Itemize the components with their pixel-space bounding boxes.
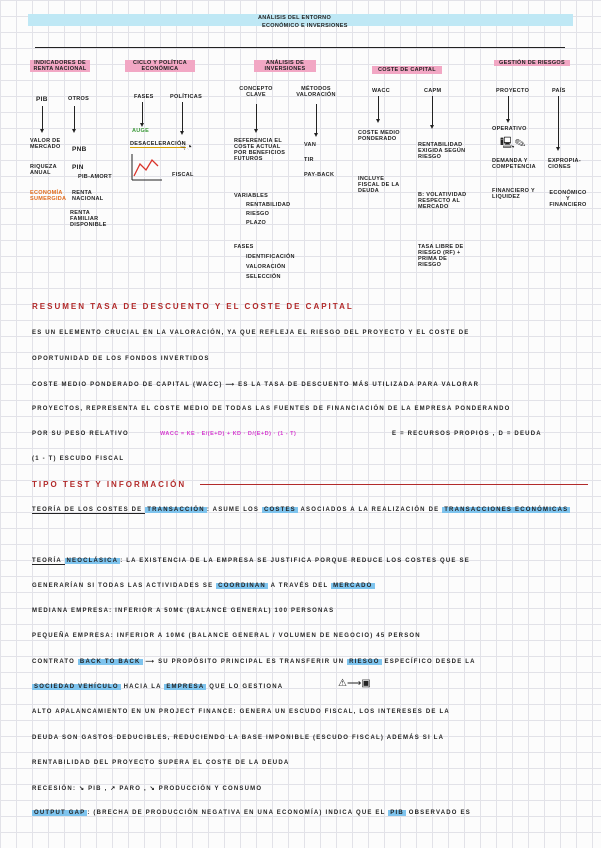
col2-left-1: DESACELERACIÓN [130,141,186,147]
col1-sub-pib: PIB [36,96,48,103]
s2-line-6: SOCIEDAD VEHÍCULO HACIA LA EMPRESA QUE LO GESTIONA [34,684,284,690]
risk-transfer-icon: ⚠⟶▣ [338,678,371,689]
col3-left-2: RENTABILIDAD [246,202,291,208]
s2-line-3: MEDIANA EMPRESA: INFERIOR A 50M€ (BALANCE GENERAL) 100 PERSONAS [32,608,335,614]
title-line1: ANÁLISIS DEL ENTORNO [258,15,332,21]
col1-right-1: PIN [72,164,84,171]
col4-right-2: TASA LIBRE DE RIESGO (RF) + PRIMA DE RIESGO [418,244,464,269]
col1-right-2: PIB-AMORT [78,174,112,180]
s2-line-4: PEQUEÑA EMPRESA: INFERIOR A 10M€ (BALANCE GENERAL / VOLUMEN DE NEGOCIO) 45 PERSON [32,633,421,639]
col3-left-7: VALORACIÓN [246,264,286,270]
col4-left-0: COSTE MEDIO PONDERADO [358,130,400,143]
s2-line-10: RECESIÓN: ↘ PIB , ↗ PARO , ↘ PRODUCCIÓN Y CONSUMO [32,786,263,792]
col5-sub-pais: PAÍS [552,88,566,94]
col1-header: INDICADORES DE RENTA NACIONAL [30,60,90,72]
col1-left-1: RIQUEZA ANUAL [30,164,57,177]
section2-title: TIPO TEST Y INFORMACIÓN [32,480,187,489]
col2-sub-politicas: POLÍTICAS [170,94,203,100]
col3-left-8: SELECCIÓN [246,274,281,280]
s2-line-11: OUTPUT GAP : (BRECHA DE PRODUCCIÓN NEGATIVA EN UNA ECONOMÍA) INDICA QUE EL PIB OBSERVADO ES [34,810,471,816]
s2-line-1: TEORÍA NEOCLÁSICA : LA EXISTENCIA DE LA EMPRESA SE JUSTIFICA PORQUE REDUCE LOS COSTES QUE SE [32,558,470,564]
col3-left-0: REFERENCIA EL COSTE ACTUAL POR BENEFICIOS FUTUROS [234,138,286,163]
col1-sub-otros: OTROS [68,96,90,102]
col4-right-1: Β: VOLATIVIDAD RESPECTO AL MERCADO [418,192,467,211]
col5-right-0: EXPROPIA-CIONES [548,158,581,171]
economic-cycle-chart-icon [130,152,164,182]
col5-right-1: ECONÓMICO Y FINANCIERO [549,190,587,209]
col1-left-0: VALOR DE MERCADO [30,138,61,151]
s2-line-2: GENERARÍAN SI TODAS LAS ACTIVIDADES SE COORDINAN A TRAVÉS DEL MERCADO [32,583,373,589]
col3-right-1: TIR [304,157,314,163]
col3-header: ANÁLISIS DE INVERSIONES [254,60,316,72]
col5-left-1: DEMANDA Y COMPETENCIA [492,158,536,171]
col2-header: CICLO Y POLÍTICA ECONÓMICA [125,60,195,72]
s1-line-1: OPORTUNIDAD DE LOS FONDOS INVERTIDOS [32,356,210,362]
col4-right-0: RENTABILIDAD EXIGIDA SEGÚN RIESGO [418,142,466,161]
col1-left-2: ECONOMÍA SUMERGIDA [30,190,67,203]
s2-line-0: TEORÍA DE LOS COSTES DE TRANSACCIÓN : ASUME LOS COSTES ASOCIADOS A LA REALIZACIÓN DE TRANSACCIONES ECONÓMICAS [32,507,569,513]
s1-line-6: (1 - T) ESCUDO FISCAL [32,456,125,462]
s1-line-5: E = RECURSOS PROPIOS , D = DEUDA [392,431,542,437]
s1-line-3: PROYECTOS, REPRESENTA EL COSTE MEDIO DE TODAS LAS FUENTES DE FINANCIACIÓN DE LA EMPRESA PONDERANDO [32,406,511,412]
s1-line-2: COSTE MEDIO PONDERADO DE CAPITAL (WACC) ⟶ ES LA TASA DE DESCUENTO MÁS UTILIZADA PARA VALORAR [32,382,480,388]
col5-left-0: OPERATIVO [492,126,527,132]
col3-right-2: PAY-BACK [304,172,335,178]
col4-sub-capm: CAPM [424,88,442,94]
col3-right-0: VAN [304,142,317,148]
col4-header: COSTE DE CAPITAL [372,66,442,74]
col3-sub-concepto: CONCEPTO CLAVE [239,86,273,99]
col3-sub-metodos: MÉTODOS VALORACIÓN [296,86,336,99]
col2-right-0: FISCAL [172,172,194,178]
s2-line-9: RENTABILIDAD DEL PROYECTO SUPERA EL COSTE DE LA DEUDA [32,760,290,766]
computer-icon: 🖳✎ [500,137,526,149]
section1-title: RESUMEN TASA DE DESCUENTO Y EL COSTE DE CAPITAL [32,302,354,311]
s1-line-4: POR SU PESO RELATIVO [32,431,129,437]
s2-line-8: DEUDA SON GASTOS DEDUCIBLES, REDUCIENDO LA BASE IMPONIBLE (ESCUDO FISCAL) ADEMÁS SI LA [32,735,445,741]
col1-right-4: RENTA FAMILIAR DISPONIBLE [70,210,107,229]
title-line2: ECONÓMICO E INVERSIONES [262,23,348,29]
s2-line-5: CONTRATO BACK TO BACK ⟶ SU PROPÓSITO PRINCIPAL ES TRANSFERIR UN RIESGO ESPECÍFICO DESDE LA [32,659,476,665]
col1-right-3: RENTA NACIONAL [72,190,104,203]
col5-left-2: FINANCIERO Y LIQUIDEZ [492,188,535,201]
s1-line-0: ES UN ELEMENTO CRUCIAL EN LA VALORACIÓN, YA QUE REFLEJA EL RIESGO DEL PROYECTO Y EL COSTE DE [32,330,470,336]
col5-header: GESTIÓN DE RIESGOS [494,60,570,66]
col1-right-0: PNB [72,146,87,153]
col3-left-1: VARIABLES [234,193,269,199]
col4-sub-wacc: WACC [372,88,391,94]
col2-left-0: AUGE [132,128,150,134]
col3-left-4: PLAZO [246,220,267,226]
col3-left-6: IDENTIFICACIÓN [246,254,295,260]
col2-sub-fases: FASES [134,94,154,100]
col4-left-1: INCLUYE FISCAL DE LA DEUDA [358,176,400,195]
col3-left-5: FASES [234,244,254,250]
wacc-formula: WACC = KE · E/(E+D) + KD · D/(E+D) · (1 - T) [160,431,297,437]
s2-line-7: ALTO APALANCAMIENTO EN UN PROJECT FINANCE: GENERA UN ESCUDO FISCAL, LOS INTERESES DE LA [32,709,450,715]
col3-left-3: RIESGO [246,211,270,217]
col5-sub-proyecto: PROYECTO [496,88,530,94]
hand-coins-icon: ☟◔ [180,142,193,153]
